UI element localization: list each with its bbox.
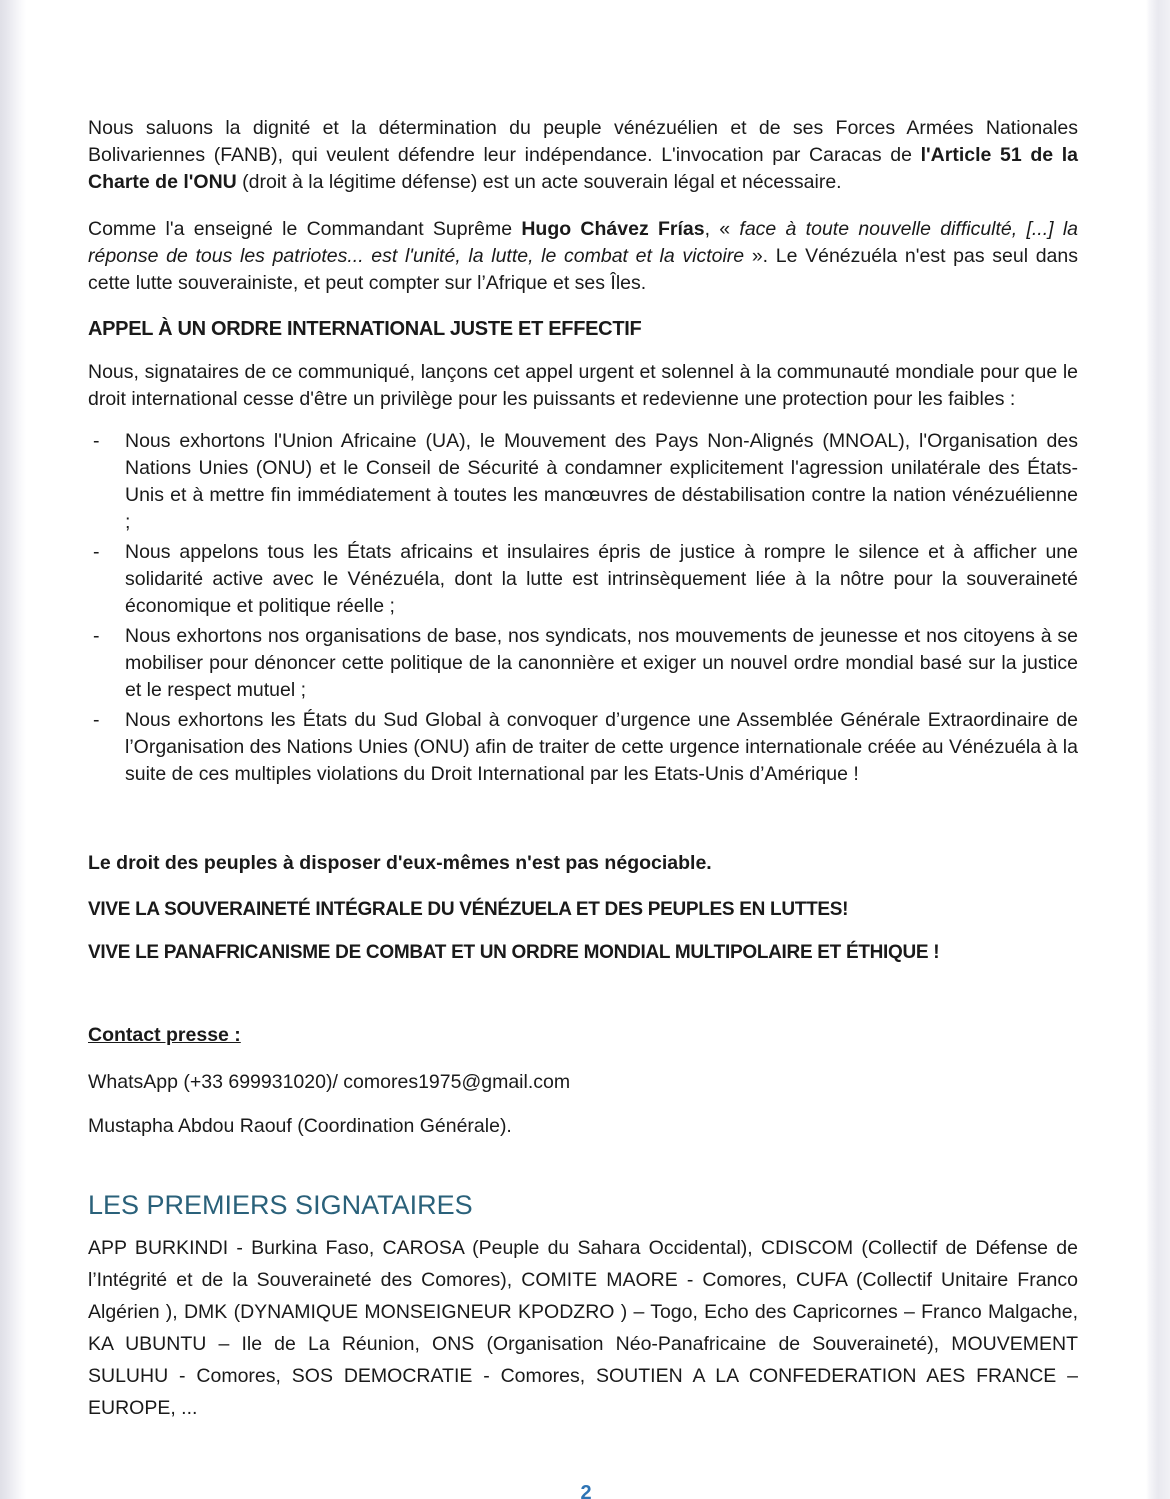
bullet-marker: - <box>93 430 100 452</box>
contact-presse-heading: Contact presse : <box>88 1024 241 1046</box>
statement-vive-souverainete: VIVE LA SOUVERAINETÉ INTÉGRALE DU VÉNÉZUELA ET DES PEUPLES EN LUTTES! <box>88 899 849 920</box>
paragraph-signataires-appel: Nous, signataires de ce communiqué, lançons cet appel urgent et solennel à la communauté mondiale pour que le droit international cesse d'être un privilège pour les puissants et redevienne une protection pour les faibles : <box>88 361 1078 410</box>
bullet-text: Nous exhortons nos organisations de base, nos syndicats, nos mouvements de jeunesse et nos citoyens à se mobiliser pour dénoncer cette politique de la canonnière et exiger un nouvel ordre mondial basé sur la justice et le respect mutuel ; <box>125 625 1078 701</box>
contact-whatsapp-line: WhatsApp (+33 699931020)/ comores1975@gmail.com <box>88 1071 571 1093</box>
statement-droit-des-peuples <box>88 850 1078 877</box>
text-run: . <box>706 852 712 874</box>
bullet-text: Nous exhortons les États du Sud Global à convoquer d’urgence une Assemblée Générale Extraordinaire de l’Organisation des Nations Unies (ONU) afin de traiter de cette urgence internationale créée au Vénézuéla à la suite de ces multiples violations du Droit International par les Etats-Unis d’Amérique ! <box>125 709 1078 785</box>
text-run: ». Le Vénézuéla n'est pas seul dans cette lutte souverainiste, et peut compter sur l’Afrique et ses Îles. <box>88 245 1078 294</box>
text-run: (droit à la légitime défense) est un acte souverain légal et nécessaire. <box>236 171 842 193</box>
page-content <box>26 0 1146 1424</box>
contact-coordinator-line: Mustapha Abdou Raouf (Coordination Générale). <box>88 1115 512 1137</box>
heading-premiers-signataires: LES PREMIERS SIGNATAIRES <box>88 1190 473 1220</box>
bullet-marker: - <box>93 625 100 647</box>
list-item <box>88 428 1078 536</box>
list-item <box>88 539 1078 620</box>
text-run-bold: Le droit des peuples à disposer d'eux-mêmes n'est pas négociable <box>88 852 707 874</box>
bullet-marker: - <box>93 709 100 731</box>
text-run: Comme l'a enseigné le Commandant Suprême <box>88 218 522 240</box>
text-run: , « <box>704 218 740 240</box>
page-edge-right <box>1145 0 1170 1499</box>
bullet-marker: - <box>93 541 100 563</box>
text-run-italic: face à toute nouvelle difficulté, [...] la réponse de tous les patriotes... est l'unité, la lutte, le combat et la victoire <box>88 218 1079 267</box>
page-number: 2 <box>580 1482 592 1499</box>
signataires-list-text: APP BURKINDI - Burkina Faso, CAROSA (Peuple du Sahara Occidental), CDISCOM (Collectif de Défense de l’Intégrité et de la Souveraineté des Comores), COMITE MAORE - Comores, CUFA (Collectif Unitaire Franco Algérien ), DMK (DYNAMIQUE MONSEIGNEUR KPODZRO ) – Togo, Echo des Capricornes – Franco Malgache, KA UBUNTU – Ile de La Réunion, ONS (Organisation Néo-Panafricaine de Souveraineté), MOUVEMENT SULUHU - Comores, SOS DEMOCRATIE - Comores, SOUTIEN A LA CONFEDERATION AES FRANCE – EUROPE, ... <box>88 1237 1078 1419</box>
text-run-bold: l'Article 51 de la Charte de l'ONU <box>88 144 1078 193</box>
page-edge-left <box>0 0 26 1499</box>
list-item <box>88 623 1078 704</box>
statement-vive-panafricanisme: VIVE LE PANAFRICANISME DE COMBAT ET UN ORDRE MONDIAL MULTIPOLAIRE ET ÉTHIQUE ! <box>88 942 940 963</box>
text-run: Nous saluons la dignité et la détermination du peuple vénézuélien et de ses Forces Armées Nationales Bolivariennes (FANB), qui veulent défendre leur indépendance. L'invocation par Caracas de <box>88 117 1078 166</box>
paragraph-chavez-citation <box>88 216 1078 297</box>
list-item <box>88 707 1078 788</box>
document-page <box>26 0 1146 1499</box>
paragraph-salut-dignite <box>88 115 1078 196</box>
heading-appel-ordre-international: APPEL À UN ORDRE INTERNATIONAL JUSTE ET EFFECTIF <box>88 318 642 340</box>
demands-list <box>88 428 1078 788</box>
text-run-bold: Hugo Chávez Frías <box>521 218 705 240</box>
bullet-text: Nous exhortons l'Union Africaine (UA), le Mouvement des Pays Non-Alignés (MNOAL), l'Organisation des Nations Unies (ONU) et le Conseil de Sécurité à condamner explicitement l'agression unilatérale des États-Unis et à mettre fin immédiatement à toutes les manœuvres de déstabilisation contre la nation vénézuélienne ; <box>125 430 1078 533</box>
bullet-text: Nous appelons tous les États africains et insulaires épris de justice à rompre le silence et à afficher une solidarité active avec le Vénézuéla, dont la lutte est intrinsèquement liée à la nôtre pour la souveraineté économique et politique réelle ; <box>125 541 1078 617</box>
